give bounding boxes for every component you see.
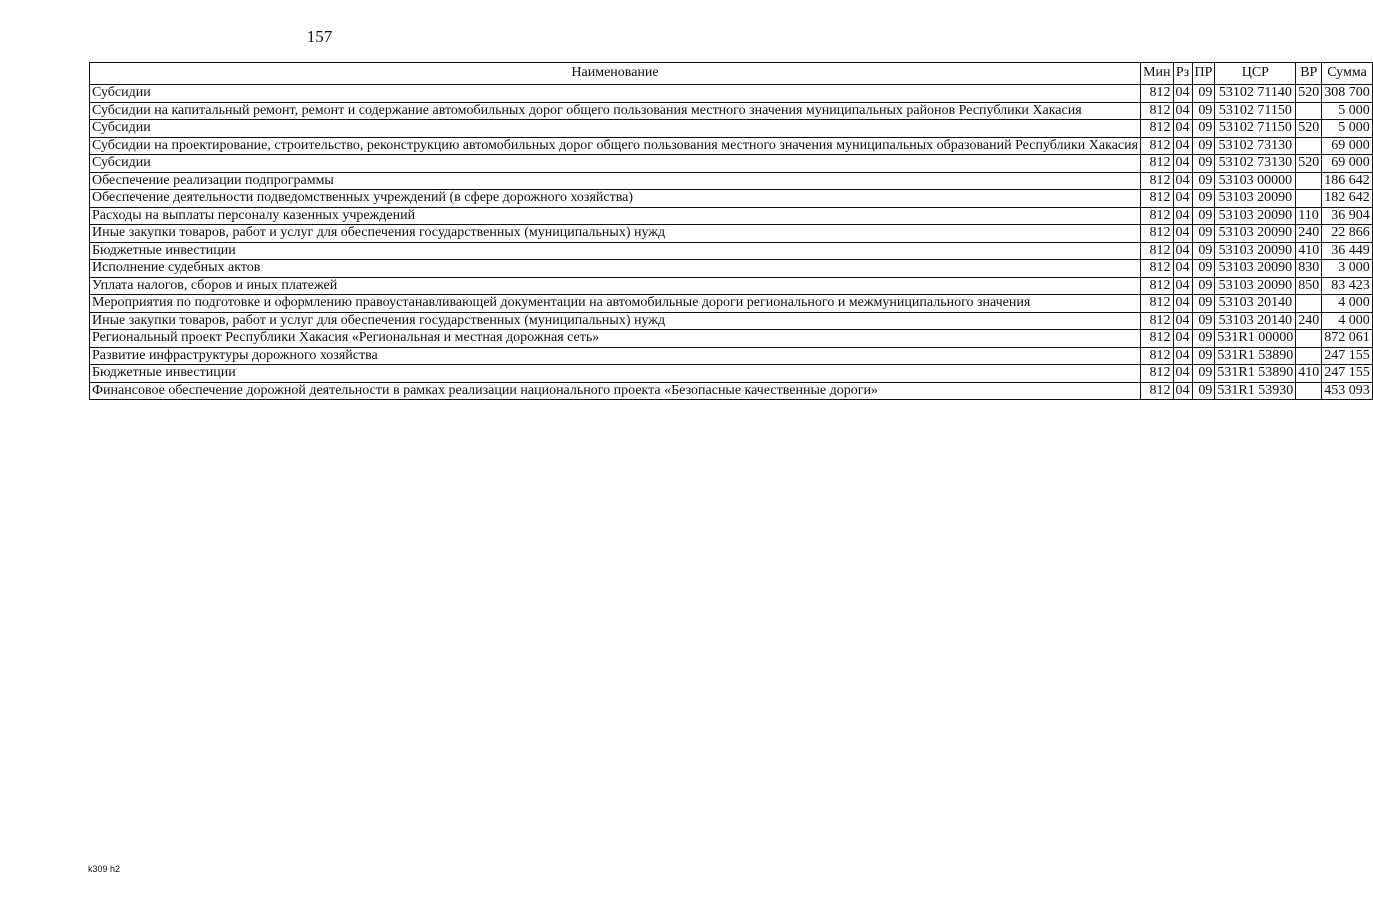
cell-rz: 04 (1173, 312, 1192, 330)
cell-pr: 09 (1192, 120, 1215, 138)
cell-sum: 872 061 (1322, 330, 1373, 348)
cell-sum: 4 000 (1322, 295, 1373, 313)
header-pr: ПР (1192, 63, 1215, 85)
table-row (90, 242, 1373, 260)
cell-csr: 53102 71140 (1215, 85, 1296, 103)
cell-min: 812 (1141, 102, 1173, 120)
cell-sum: 36 449 (1322, 242, 1373, 260)
cell-sum: 5 000 (1322, 120, 1373, 138)
cell-rz: 04 (1173, 277, 1192, 295)
cell-min: 812 (1141, 225, 1173, 243)
cell-vr: 520 (1296, 120, 1322, 138)
cell-csr: 53102 71150 (1215, 120, 1296, 138)
cell-csr: 531R1 53890 (1215, 365, 1296, 383)
page-number: 157 (306, 27, 333, 46)
header-sum: Сумма (1322, 63, 1373, 85)
cell-min: 812 (1141, 260, 1173, 278)
header-rz: Рз (1173, 63, 1192, 85)
cell-min: 812 (1141, 190, 1173, 208)
table-row (90, 120, 1373, 138)
cell-name: Бюджетные инвестиции (90, 365, 1141, 383)
table-row (90, 102, 1373, 120)
cell-vr (1296, 102, 1322, 120)
header-min: Мин (1141, 63, 1173, 85)
cell-name: Субсидии (90, 85, 1141, 103)
cell-vr (1296, 137, 1322, 155)
cell-name: Обеспечение деятельности подведомственных учреждений (в сфере дорожного хозяйства) (90, 190, 1141, 208)
cell-sum: 247 155 (1322, 365, 1373, 383)
cell-rz: 04 (1173, 347, 1192, 365)
cell-pr: 09 (1192, 102, 1215, 120)
cell-rz: 04 (1173, 365, 1192, 383)
cell-min: 812 (1141, 312, 1173, 330)
cell-pr: 09 (1192, 347, 1215, 365)
cell-min: 812 (1141, 277, 1173, 295)
cell-name: Иные закупки товаров, работ и услуг для обеспечения государственных (муниципальных) нужд (90, 225, 1141, 243)
cell-name: Субсидии (90, 120, 1141, 138)
cell-rz: 04 (1173, 295, 1192, 313)
budget-table (89, 62, 1373, 400)
cell-csr: 53103 00000 (1215, 172, 1296, 190)
header-csr: ЦСР (1215, 63, 1296, 85)
cell-name: Бюджетные инвестиции (90, 242, 1141, 260)
table-row (90, 172, 1373, 190)
cell-sum: 4 000 (1322, 312, 1373, 330)
cell-min: 812 (1141, 120, 1173, 138)
cell-sum: 83 423 (1322, 277, 1373, 295)
cell-pr: 09 (1192, 242, 1215, 260)
cell-min: 812 (1141, 295, 1173, 313)
table-row (90, 137, 1373, 155)
cell-rz: 04 (1173, 172, 1192, 190)
cell-pr: 09 (1192, 207, 1215, 225)
cell-name: Обеспечение реализации подпрограммы (90, 172, 1141, 190)
cell-sum: 186 642 (1322, 172, 1373, 190)
cell-name: Расходы на выплаты персоналу казенных учреждений (90, 207, 1141, 225)
cell-sum: 69 000 (1322, 155, 1373, 173)
cell-vr: 520 (1296, 155, 1322, 173)
table-row (90, 277, 1373, 295)
cell-name: Мероприятия по подготовке и оформлению правоустанавливающей документации на автомобильные дороги регионального и межмуниципального значения (90, 295, 1141, 313)
cell-csr: 53102 73130 (1215, 137, 1296, 155)
cell-name: Финансовое обеспечение дорожной деятельности в рамках реализации национального проекта «Безопасные качественные дороги» (90, 382, 1141, 400)
footer-code: k309 h2 (88, 864, 121, 874)
cell-vr (1296, 347, 1322, 365)
cell-name: Субсидии (90, 155, 1141, 173)
cell-rz: 04 (1173, 260, 1192, 278)
table-row (90, 85, 1373, 103)
cell-csr: 53103 20090 (1215, 277, 1296, 295)
cell-pr: 09 (1192, 172, 1215, 190)
cell-sum: 3 000 (1322, 260, 1373, 278)
cell-min: 812 (1141, 137, 1173, 155)
cell-vr (1296, 382, 1322, 400)
cell-pr: 09 (1192, 312, 1215, 330)
cell-name: Иные закупки товаров, работ и услуг для обеспечения государственных (муниципальных) нужд (90, 312, 1141, 330)
cell-min: 812 (1141, 172, 1173, 190)
cell-pr: 09 (1192, 382, 1215, 400)
header-vr: ВР (1296, 63, 1322, 85)
cell-pr: 09 (1192, 190, 1215, 208)
cell-min: 812 (1141, 330, 1173, 348)
cell-vr: 850 (1296, 277, 1322, 295)
cell-vr (1296, 330, 1322, 348)
cell-vr: 410 (1296, 242, 1322, 260)
cell-pr: 09 (1192, 260, 1215, 278)
cell-rz: 04 (1173, 207, 1192, 225)
table-row (90, 155, 1373, 173)
cell-name: Уплата налогов, сборов и иных платежей (90, 277, 1141, 295)
cell-pr: 09 (1192, 330, 1215, 348)
cell-min: 812 (1141, 155, 1173, 173)
cell-rz: 04 (1173, 242, 1192, 260)
header-name: Наименование (90, 63, 1141, 85)
cell-sum: 22 866 (1322, 225, 1373, 243)
cell-min: 812 (1141, 207, 1173, 225)
cell-csr: 53103 20090 (1215, 207, 1296, 225)
cell-min: 812 (1141, 347, 1173, 365)
cell-min: 812 (1141, 382, 1173, 400)
cell-csr: 53103 20090 (1215, 242, 1296, 260)
cell-csr: 53103 20090 (1215, 190, 1296, 208)
cell-sum: 308 700 (1322, 85, 1373, 103)
cell-name: Субсидии на капитальный ремонт, ремонт и содержание автомобильных дорог общего пользования местного значения муниципальных районов Республики Хакасия (90, 102, 1141, 120)
table-row (90, 190, 1373, 208)
cell-csr: 531R1 53890 (1215, 347, 1296, 365)
cell-name: Региональный проект Республики Хакасия «Региональная и местная дорожная сеть» (90, 330, 1141, 348)
cell-vr: 410 (1296, 365, 1322, 383)
cell-vr (1296, 172, 1322, 190)
table-header-row (90, 63, 1373, 85)
cell-pr: 09 (1192, 85, 1215, 103)
cell-rz: 04 (1173, 190, 1192, 208)
cell-sum: 5 000 (1322, 102, 1373, 120)
cell-csr: 531R1 53930 (1215, 382, 1296, 400)
cell-csr: 53103 20090 (1215, 225, 1296, 243)
table-row (90, 365, 1373, 383)
table-row (90, 330, 1373, 348)
cell-csr: 53103 20140 (1215, 295, 1296, 313)
cell-rz: 04 (1173, 225, 1192, 243)
cell-vr: 240 (1296, 312, 1322, 330)
table-row (90, 347, 1373, 365)
cell-pr: 09 (1192, 225, 1215, 243)
cell-csr: 53103 20140 (1215, 312, 1296, 330)
cell-sum: 247 155 (1322, 347, 1373, 365)
cell-rz: 04 (1173, 155, 1192, 173)
cell-rz: 04 (1173, 382, 1192, 400)
table-row (90, 382, 1373, 400)
cell-csr: 531R1 00000 (1215, 330, 1296, 348)
cell-min: 812 (1141, 242, 1173, 260)
cell-name: Субсидии на проектирование, строительство, реконструкцию автомобильных дорог общего пользования местного значения муниципальных образований Республики Хакасия (90, 137, 1141, 155)
cell-rz: 04 (1173, 330, 1192, 348)
cell-vr: 240 (1296, 225, 1322, 243)
cell-vr: 520 (1296, 85, 1322, 103)
table-row (90, 260, 1373, 278)
table-row (90, 207, 1373, 225)
table-row (90, 295, 1373, 313)
cell-sum: 69 000 (1322, 137, 1373, 155)
cell-pr: 09 (1192, 137, 1215, 155)
table-row (90, 225, 1373, 243)
cell-vr (1296, 295, 1322, 313)
cell-csr: 53103 20090 (1215, 260, 1296, 278)
cell-sum: 182 642 (1322, 190, 1373, 208)
cell-rz: 04 (1173, 120, 1192, 138)
cell-csr: 53102 73130 (1215, 155, 1296, 173)
cell-rz: 04 (1173, 102, 1192, 120)
cell-pr: 09 (1192, 365, 1215, 383)
cell-vr: 830 (1296, 260, 1322, 278)
cell-rz: 04 (1173, 137, 1192, 155)
cell-min: 812 (1141, 365, 1173, 383)
cell-pr: 09 (1192, 277, 1215, 295)
cell-name: Развитие инфраструктуры дорожного хозяйства (90, 347, 1141, 365)
cell-min: 812 (1141, 85, 1173, 103)
cell-sum: 36 904 (1322, 207, 1373, 225)
cell-vr (1296, 190, 1322, 208)
cell-pr: 09 (1192, 295, 1215, 313)
cell-sum: 453 093 (1322, 382, 1373, 400)
cell-rz: 04 (1173, 85, 1192, 103)
cell-name: Исполнение судебных актов (90, 260, 1141, 278)
cell-pr: 09 (1192, 155, 1215, 173)
cell-vr: 110 (1296, 207, 1322, 225)
table-row (90, 312, 1373, 330)
cell-csr: 53102 71150 (1215, 102, 1296, 120)
